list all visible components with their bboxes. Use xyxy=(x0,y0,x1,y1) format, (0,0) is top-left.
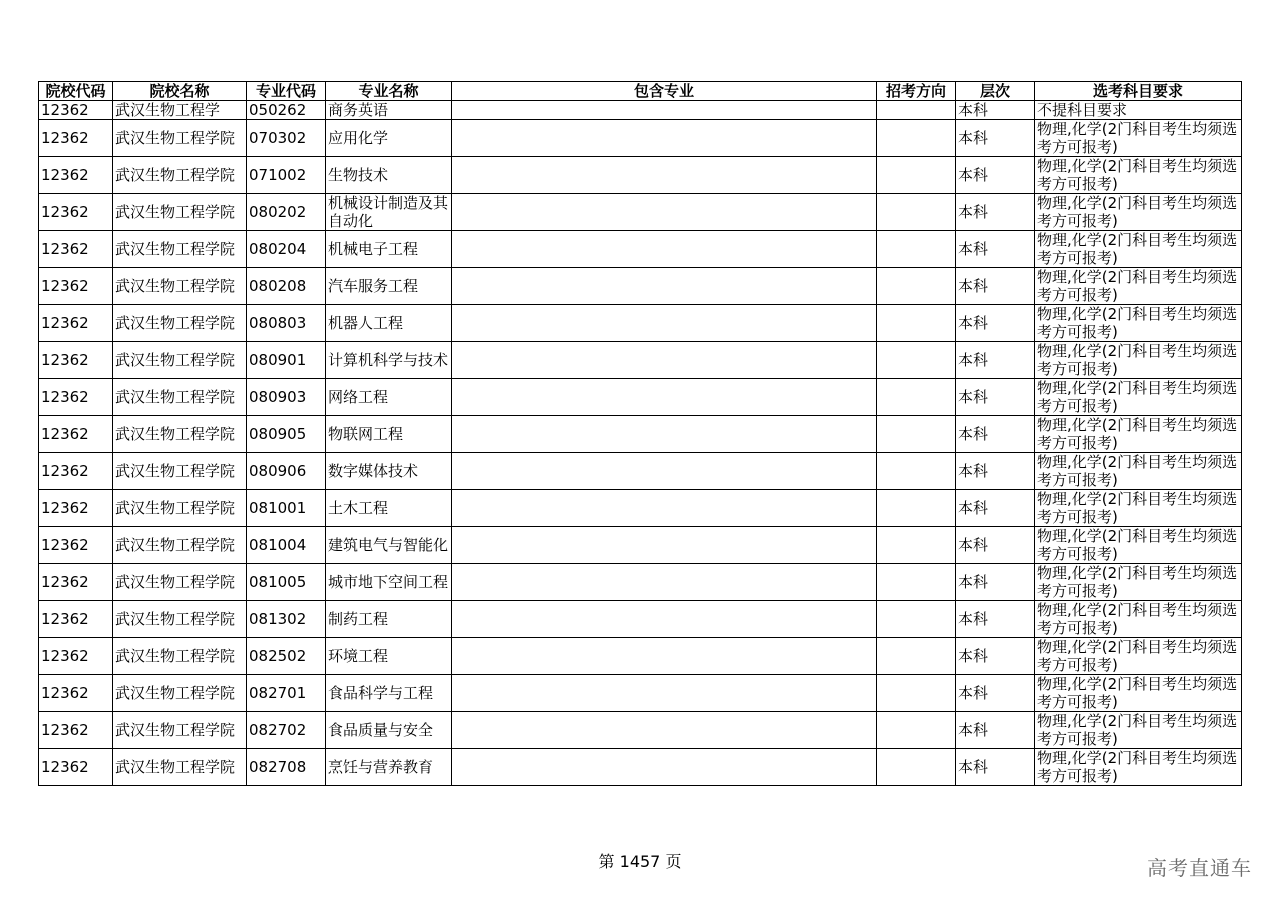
cell-level: 本科 xyxy=(956,305,1035,342)
cell-included-majors xyxy=(452,490,877,527)
table-row xyxy=(39,342,1242,379)
cell-major-code: 080204 xyxy=(247,231,326,268)
cell-major-code: 082702 xyxy=(247,712,326,749)
header-school-code: 院校代码 xyxy=(39,82,113,101)
header-major-name: 专业名称 xyxy=(326,82,452,101)
cell-direction xyxy=(877,231,956,268)
table-row xyxy=(39,564,1242,601)
cell-major-name: 环境工程 xyxy=(326,638,452,675)
cell-school-code: 12362 xyxy=(39,453,113,490)
cell-school-name: 武汉生物工程学院 xyxy=(113,712,247,749)
cell-major-name: 食品质量与安全 xyxy=(326,712,452,749)
cell-level: 本科 xyxy=(956,712,1035,749)
cell-subject-requirement: 物理,化学(2门科目考生均须选考方可报考) xyxy=(1035,638,1242,675)
cell-major-code: 080202 xyxy=(247,194,326,231)
cell-included-majors xyxy=(452,231,877,268)
cell-major-code: 081005 xyxy=(247,564,326,601)
cell-school-name: 武汉生物工程学院 xyxy=(113,453,247,490)
cell-level: 本科 xyxy=(956,342,1035,379)
table-row xyxy=(39,712,1242,749)
cell-direction xyxy=(877,157,956,194)
cell-level: 本科 xyxy=(956,101,1035,120)
cell-level: 本科 xyxy=(956,416,1035,453)
cell-school-code: 12362 xyxy=(39,490,113,527)
cell-major-name: 土木工程 xyxy=(326,490,452,527)
cell-major-name: 机器人工程 xyxy=(326,305,452,342)
cell-school-code: 12362 xyxy=(39,305,113,342)
cell-subject-requirement: 物理,化学(2门科目考生均须选考方可报考) xyxy=(1035,305,1242,342)
cell-direction xyxy=(877,305,956,342)
cell-school-name: 武汉生物工程学院 xyxy=(113,564,247,601)
cell-included-majors xyxy=(452,638,877,675)
cell-direction xyxy=(877,564,956,601)
cell-included-majors xyxy=(452,564,877,601)
cell-level: 本科 xyxy=(956,675,1035,712)
cell-level: 本科 xyxy=(956,379,1035,416)
cell-included-majors xyxy=(452,601,877,638)
header-level: 层次 xyxy=(956,82,1035,101)
cell-school-name: 武汉生物工程学院 xyxy=(113,490,247,527)
cell-direction xyxy=(877,194,956,231)
cell-school-code: 12362 xyxy=(39,157,113,194)
cell-included-majors xyxy=(452,268,877,305)
cell-level: 本科 xyxy=(956,453,1035,490)
cell-school-code: 12362 xyxy=(39,231,113,268)
cell-school-name: 武汉生物工程学院 xyxy=(113,638,247,675)
header-included-majors: 包含专业 xyxy=(452,82,877,101)
cell-direction xyxy=(877,675,956,712)
cell-major-code: 081302 xyxy=(247,601,326,638)
cell-school-name: 武汉生物工程学院 xyxy=(113,749,247,786)
cell-subject-requirement: 物理,化学(2门科目考生均须选考方可报考) xyxy=(1035,416,1242,453)
cell-level: 本科 xyxy=(956,527,1035,564)
cell-major-code: 082701 xyxy=(247,675,326,712)
table-row xyxy=(39,675,1242,712)
cell-subject-requirement: 物理,化学(2门科目考生均须选考方可报考) xyxy=(1035,194,1242,231)
cell-major-code: 080906 xyxy=(247,453,326,490)
cell-school-name: 武汉生物工程学院 xyxy=(113,231,247,268)
cell-subject-requirement: 物理,化学(2门科目考生均须选考方可报考) xyxy=(1035,564,1242,601)
cell-major-code: 081004 xyxy=(247,527,326,564)
cell-major-code: 081001 xyxy=(247,490,326,527)
table-row xyxy=(39,749,1242,786)
cell-school-code: 12362 xyxy=(39,749,113,786)
table-body xyxy=(39,101,1242,786)
table-row xyxy=(39,101,1242,120)
cell-school-name: 武汉生物工程学 xyxy=(113,101,247,120)
cell-level: 本科 xyxy=(956,601,1035,638)
cell-subject-requirement: 物理,化学(2门科目考生均须选考方可报考) xyxy=(1035,490,1242,527)
cell-included-majors xyxy=(452,379,877,416)
cell-school-code: 12362 xyxy=(39,712,113,749)
cell-level: 本科 xyxy=(956,231,1035,268)
cell-direction xyxy=(877,712,956,749)
table-row xyxy=(39,601,1242,638)
cell-included-majors xyxy=(452,342,877,379)
cell-level: 本科 xyxy=(956,157,1035,194)
cell-direction xyxy=(877,101,956,120)
cell-direction xyxy=(877,453,956,490)
cell-school-name: 武汉生物工程学院 xyxy=(113,527,247,564)
cell-school-code: 12362 xyxy=(39,527,113,564)
cell-school-code: 12362 xyxy=(39,675,113,712)
cell-subject-requirement: 物理,化学(2门科目考生均须选考方可报考) xyxy=(1035,268,1242,305)
cell-level: 本科 xyxy=(956,490,1035,527)
cell-major-code: 070302 xyxy=(247,120,326,157)
header-direction: 招考方向 xyxy=(877,82,956,101)
cell-direction xyxy=(877,120,956,157)
table-row xyxy=(39,638,1242,675)
table-header-row xyxy=(39,82,1242,101)
cell-major-code: 080903 xyxy=(247,379,326,416)
cell-major-name: 商务英语 xyxy=(326,101,452,120)
table-row xyxy=(39,527,1242,564)
cell-major-name: 数字媒体技术 xyxy=(326,453,452,490)
cell-included-majors xyxy=(452,749,877,786)
cell-included-majors xyxy=(452,527,877,564)
admission-table-container xyxy=(38,81,1242,786)
cell-major-name: 机械电子工程 xyxy=(326,231,452,268)
cell-school-code: 12362 xyxy=(39,416,113,453)
table-row xyxy=(39,305,1242,342)
cell-school-code: 12362 xyxy=(39,194,113,231)
cell-major-code: 071002 xyxy=(247,157,326,194)
cell-major-name: 汽车服务工程 xyxy=(326,268,452,305)
cell-school-name: 武汉生物工程学院 xyxy=(113,416,247,453)
cell-major-name: 网络工程 xyxy=(326,379,452,416)
cell-subject-requirement: 物理,化学(2门科目考生均须选考方可报考) xyxy=(1035,231,1242,268)
table-row xyxy=(39,453,1242,490)
cell-included-majors xyxy=(452,416,877,453)
cell-level: 本科 xyxy=(956,638,1035,675)
cell-direction xyxy=(877,638,956,675)
header-subject-requirement: 选考科目要求 xyxy=(1035,82,1242,101)
cell-subject-requirement: 物理,化学(2门科目考生均须选考方可报考) xyxy=(1035,527,1242,564)
cell-school-code: 12362 xyxy=(39,268,113,305)
table-row xyxy=(39,416,1242,453)
cell-major-name: 烹饪与营养教育 xyxy=(326,749,452,786)
cell-subject-requirement: 不提科目要求 xyxy=(1035,101,1242,120)
cell-major-name: 物联网工程 xyxy=(326,416,452,453)
header-major-code: 专业代码 xyxy=(247,82,326,101)
cell-school-name: 武汉生物工程学院 xyxy=(113,120,247,157)
cell-major-code: 082502 xyxy=(247,638,326,675)
cell-direction xyxy=(877,527,956,564)
cell-major-name: 建筑电气与智能化 xyxy=(326,527,452,564)
cell-level: 本科 xyxy=(956,749,1035,786)
cell-school-name: 武汉生物工程学院 xyxy=(113,194,247,231)
cell-direction xyxy=(877,601,956,638)
cell-subject-requirement: 物理,化学(2门科目考生均须选考方可报考) xyxy=(1035,120,1242,157)
cell-direction xyxy=(877,749,956,786)
page-number: 第 1457 页 xyxy=(598,852,682,871)
cell-included-majors xyxy=(452,712,877,749)
cell-direction xyxy=(877,342,956,379)
cell-major-name: 应用化学 xyxy=(326,120,452,157)
cell-level: 本科 xyxy=(956,120,1035,157)
table-row xyxy=(39,231,1242,268)
cell-level: 本科 xyxy=(956,268,1035,305)
cell-subject-requirement: 物理,化学(2门科目考生均须选考方可报考) xyxy=(1035,601,1242,638)
cell-school-name: 武汉生物工程学院 xyxy=(113,675,247,712)
cell-included-majors xyxy=(452,157,877,194)
cell-major-name: 制药工程 xyxy=(326,601,452,638)
cell-school-code: 12362 xyxy=(39,101,113,120)
cell-included-majors xyxy=(452,194,877,231)
cell-major-name: 机械设计制造及其自动化 xyxy=(326,194,452,231)
cell-major-name: 城市地下空间工程 xyxy=(326,564,452,601)
cell-subject-requirement: 物理,化学(2门科目考生均须选考方可报考) xyxy=(1035,157,1242,194)
cell-direction xyxy=(877,416,956,453)
cell-school-name: 武汉生物工程学院 xyxy=(113,305,247,342)
cell-included-majors xyxy=(452,120,877,157)
cell-level: 本科 xyxy=(956,194,1035,231)
header-school-name: 院校名称 xyxy=(113,82,247,101)
cell-school-code: 12362 xyxy=(39,638,113,675)
cell-major-name: 计算机科学与技术 xyxy=(326,342,452,379)
cell-direction xyxy=(877,379,956,416)
cell-major-code: 080905 xyxy=(247,416,326,453)
cell-school-name: 武汉生物工程学院 xyxy=(113,268,247,305)
cell-major-code: 080803 xyxy=(247,305,326,342)
cell-major-code: 050262 xyxy=(247,101,326,120)
cell-included-majors xyxy=(452,675,877,712)
cell-included-majors xyxy=(452,453,877,490)
cell-school-code: 12362 xyxy=(39,564,113,601)
cell-direction xyxy=(877,268,956,305)
table-row xyxy=(39,120,1242,157)
cell-school-name: 武汉生物工程学院 xyxy=(113,157,247,194)
admission-table xyxy=(38,81,1242,786)
cell-school-name: 武汉生物工程学院 xyxy=(113,342,247,379)
brand-watermark: 高考直通车 xyxy=(1147,856,1252,880)
cell-school-code: 12362 xyxy=(39,342,113,379)
cell-major-name: 食品科学与工程 xyxy=(326,675,452,712)
cell-major-code: 080901 xyxy=(247,342,326,379)
cell-major-code: 082708 xyxy=(247,749,326,786)
cell-school-code: 12362 xyxy=(39,601,113,638)
cell-subject-requirement: 物理,化学(2门科目考生均须选考方可报考) xyxy=(1035,675,1242,712)
cell-subject-requirement: 物理,化学(2门科目考生均须选考方可报考) xyxy=(1035,453,1242,490)
table-row xyxy=(39,490,1242,527)
cell-subject-requirement: 物理,化学(2门科目考生均须选考方可报考) xyxy=(1035,749,1242,786)
table-row xyxy=(39,194,1242,231)
cell-subject-requirement: 物理,化学(2门科目考生均须选考方可报考) xyxy=(1035,342,1242,379)
table-row xyxy=(39,268,1242,305)
cell-included-majors xyxy=(452,305,877,342)
table-row xyxy=(39,157,1242,194)
cell-direction xyxy=(877,490,956,527)
cell-school-code: 12362 xyxy=(39,120,113,157)
cell-school-name: 武汉生物工程学院 xyxy=(113,379,247,416)
cell-subject-requirement: 物理,化学(2门科目考生均须选考方可报考) xyxy=(1035,712,1242,749)
cell-major-name: 生物技术 xyxy=(326,157,452,194)
cell-included-majors xyxy=(452,101,877,120)
cell-school-code: 12362 xyxy=(39,379,113,416)
cell-subject-requirement: 物理,化学(2门科目考生均须选考方可报考) xyxy=(1035,379,1242,416)
cell-major-code: 080208 xyxy=(247,268,326,305)
cell-level: 本科 xyxy=(956,564,1035,601)
cell-school-name: 武汉生物工程学院 xyxy=(113,601,247,638)
table-row xyxy=(39,379,1242,416)
